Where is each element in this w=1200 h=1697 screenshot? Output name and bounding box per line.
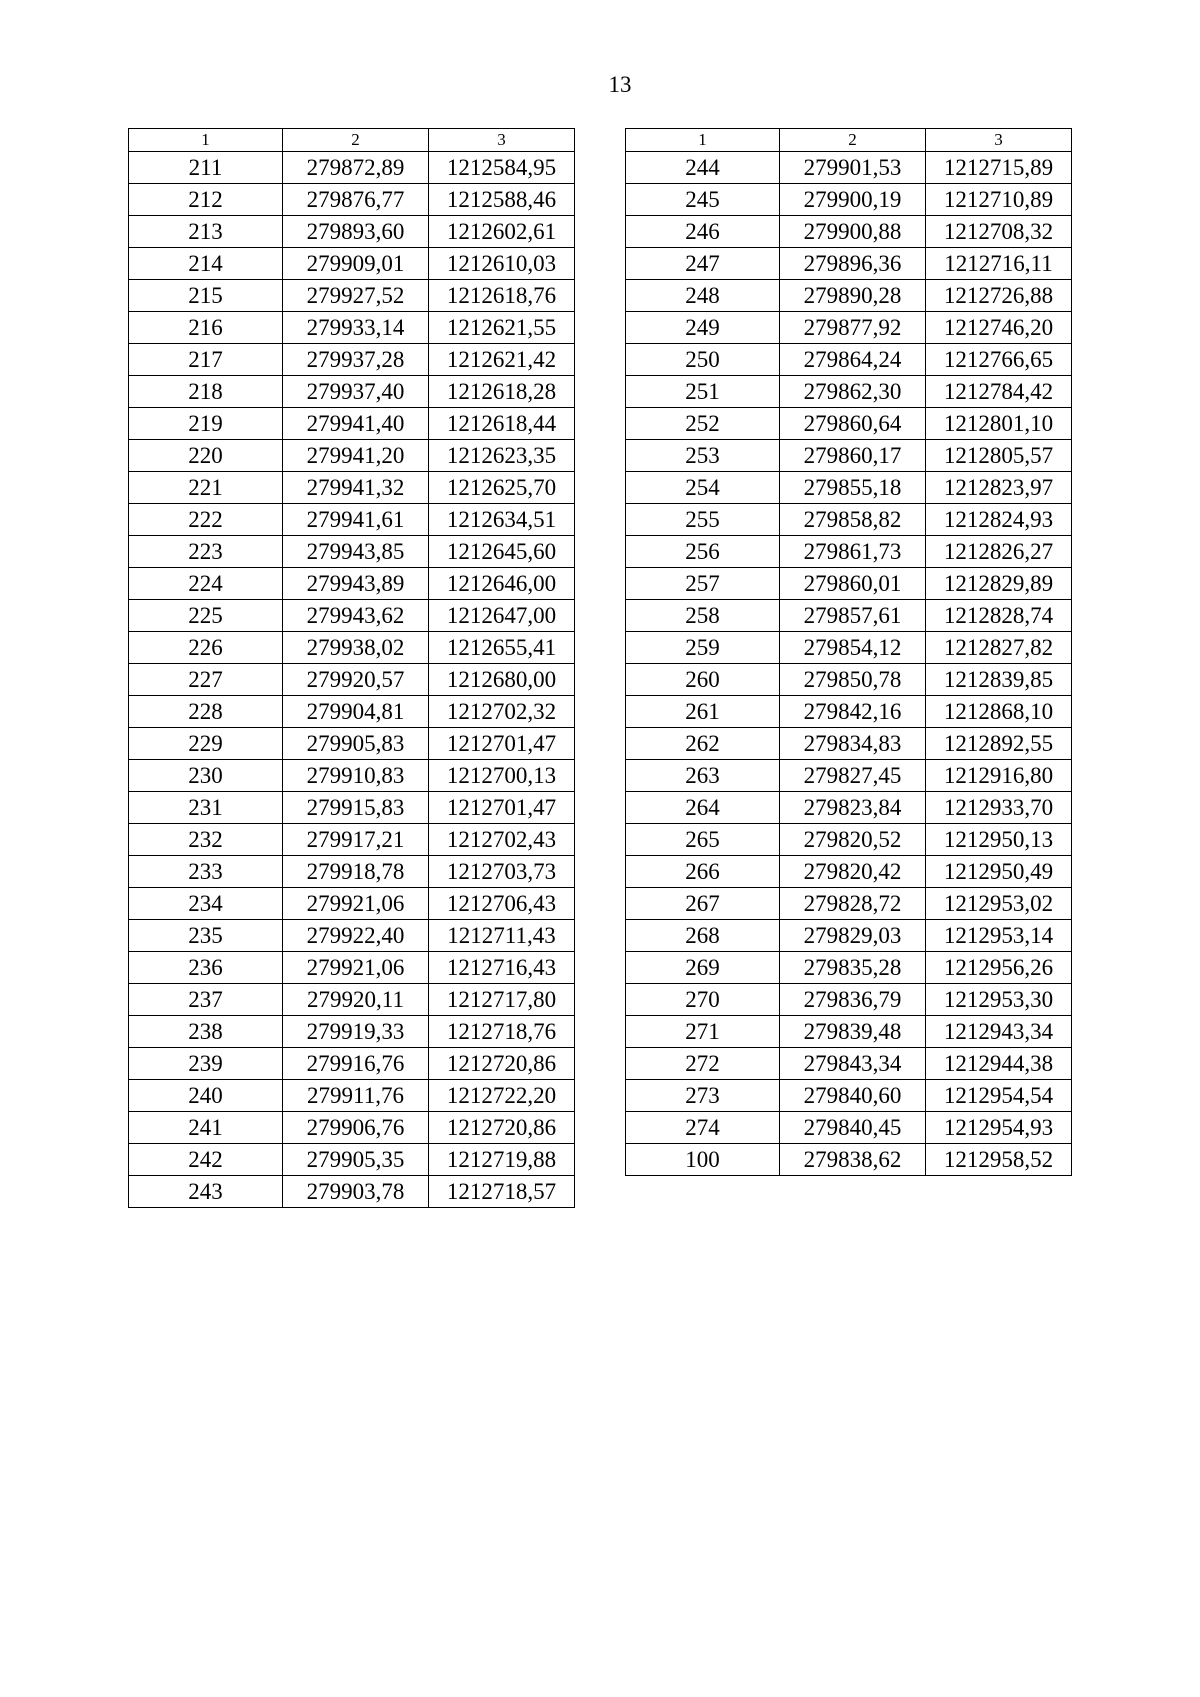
table-row (129, 216, 575, 248)
point-number-cell: 214 (129, 248, 283, 280)
point-number-cell: 233 (129, 856, 283, 888)
x-coordinate-cell: 279861,73 (780, 536, 926, 568)
y-coordinate-cell: 1212716,11 (926, 248, 1072, 280)
x-coordinate-cell: 279937,28 (283, 344, 429, 376)
y-coordinate-cell: 1212953,30 (926, 984, 1072, 1016)
page-number: 13 (608, 72, 632, 97)
y-coordinate-cell: 1212702,43 (429, 824, 575, 856)
x-coordinate-cell: 279941,32 (283, 472, 429, 504)
x-coordinate-cell: 279920,11 (283, 984, 429, 1016)
table-row (129, 696, 575, 728)
point-number-cell: 230 (129, 760, 283, 792)
point-number-cell: 246 (626, 216, 780, 248)
x-coordinate-cell: 279836,79 (780, 984, 926, 1016)
x-coordinate-cell: 279864,24 (780, 344, 926, 376)
y-coordinate-cell: 1212805,57 (926, 440, 1072, 472)
header-row (129, 129, 575, 152)
table-row (626, 184, 1072, 216)
table-row (626, 600, 1072, 632)
table-row (626, 856, 1072, 888)
y-coordinate-cell: 1212950,49 (926, 856, 1072, 888)
x-coordinate-cell: 279820,42 (780, 856, 926, 888)
point-number-cell: 211 (129, 152, 283, 184)
x-coordinate-cell: 279893,60 (283, 216, 429, 248)
x-coordinate-cell: 279872,89 (283, 152, 429, 184)
y-coordinate-cell: 1212953,02 (926, 888, 1072, 920)
table-row (129, 792, 575, 824)
x-coordinate-cell: 279941,40 (283, 408, 429, 440)
table-row (626, 536, 1072, 568)
table-body (626, 152, 1072, 1176)
y-coordinate-cell: 1212944,38 (926, 1048, 1072, 1080)
y-coordinate-cell: 1212720,86 (429, 1048, 575, 1080)
y-coordinate-cell: 1212720,86 (429, 1112, 575, 1144)
y-coordinate-cell: 1212703,73 (429, 856, 575, 888)
point-number-cell: 244 (626, 152, 780, 184)
x-coordinate-cell: 279922,40 (283, 920, 429, 952)
point-number-cell: 226 (129, 632, 283, 664)
point-number-cell: 247 (626, 248, 780, 280)
x-coordinate-cell: 279915,83 (283, 792, 429, 824)
table-row (129, 984, 575, 1016)
table-row (129, 376, 575, 408)
x-coordinate-cell: 279910,83 (283, 760, 429, 792)
table-row (129, 920, 575, 952)
y-coordinate-cell: 1212618,28 (429, 376, 575, 408)
y-coordinate-cell: 1212634,51 (429, 504, 575, 536)
x-coordinate-cell: 279921,06 (283, 888, 429, 920)
y-coordinate-cell: 1212588,46 (429, 184, 575, 216)
y-coordinate-cell: 1212618,44 (429, 408, 575, 440)
table-row (626, 504, 1072, 536)
x-coordinate-cell: 279838,62 (780, 1144, 926, 1176)
y-coordinate-cell: 1212746,20 (926, 312, 1072, 344)
y-coordinate-cell: 1212700,13 (429, 760, 575, 792)
table-row (129, 152, 575, 184)
table-row (626, 376, 1072, 408)
table-row (129, 600, 575, 632)
point-number-cell: 251 (626, 376, 780, 408)
point-number-cell: 237 (129, 984, 283, 1016)
table-row (129, 728, 575, 760)
point-number-cell: 220 (129, 440, 283, 472)
table-header (626, 129, 1072, 152)
table-row (129, 1144, 575, 1176)
table-row (129, 536, 575, 568)
point-number-cell: 219 (129, 408, 283, 440)
x-coordinate-cell: 279919,33 (283, 1016, 429, 1048)
table-row (626, 952, 1072, 984)
table-row (129, 824, 575, 856)
table-row (626, 1016, 1072, 1048)
point-number-cell: 227 (129, 664, 283, 696)
table-row (626, 888, 1072, 920)
point-number-cell: 225 (129, 600, 283, 632)
table-row (129, 184, 575, 216)
x-coordinate-cell: 279943,89 (283, 568, 429, 600)
table-row (129, 344, 575, 376)
point-number-cell: 254 (626, 472, 780, 504)
column-header: 3 (926, 129, 1072, 152)
point-number-cell: 229 (129, 728, 283, 760)
column-header: 1 (626, 129, 780, 152)
x-coordinate-cell: 279829,03 (780, 920, 926, 952)
point-number-cell: 224 (129, 568, 283, 600)
y-coordinate-cell: 1212916,80 (926, 760, 1072, 792)
y-coordinate-cell: 1212933,70 (926, 792, 1072, 824)
point-number-cell: 248 (626, 280, 780, 312)
x-coordinate-cell: 279860,17 (780, 440, 926, 472)
x-coordinate-cell: 279835,28 (780, 952, 926, 984)
table-row (129, 952, 575, 984)
y-coordinate-cell: 1212827,82 (926, 632, 1072, 664)
table-row (626, 824, 1072, 856)
x-coordinate-cell: 279828,72 (780, 888, 926, 920)
table-row (626, 696, 1072, 728)
x-coordinate-cell: 279827,45 (780, 760, 926, 792)
y-coordinate-cell: 1212701,47 (429, 792, 575, 824)
table-row (129, 568, 575, 600)
x-coordinate-cell: 279917,21 (283, 824, 429, 856)
table-row (129, 632, 575, 664)
x-coordinate-cell: 279900,19 (780, 184, 926, 216)
y-coordinate-cell: 1212726,88 (926, 280, 1072, 312)
y-coordinate-cell: 1212956,26 (926, 952, 1072, 984)
point-number-cell: 232 (129, 824, 283, 856)
point-number-cell: 249 (626, 312, 780, 344)
x-coordinate-cell: 279904,81 (283, 696, 429, 728)
y-coordinate-cell: 1212584,95 (429, 152, 575, 184)
y-coordinate-cell: 1212647,00 (429, 600, 575, 632)
point-number-cell: 253 (626, 440, 780, 472)
point-number-cell: 228 (129, 696, 283, 728)
x-coordinate-cell: 279860,01 (780, 568, 926, 600)
table-row (626, 1112, 1072, 1144)
x-coordinate-cell: 279876,77 (283, 184, 429, 216)
x-coordinate-cell: 279890,28 (780, 280, 926, 312)
point-number-cell: 243 (129, 1176, 283, 1208)
point-number-cell: 218 (129, 376, 283, 408)
x-coordinate-cell: 279938,02 (283, 632, 429, 664)
x-coordinate-cell: 279862,30 (780, 376, 926, 408)
point-number-cell: 256 (626, 536, 780, 568)
y-coordinate-cell: 1212784,42 (926, 376, 1072, 408)
x-coordinate-cell: 279896,36 (780, 248, 926, 280)
table-row (129, 280, 575, 312)
x-coordinate-cell: 279857,61 (780, 600, 926, 632)
point-number-cell: 264 (626, 792, 780, 824)
y-coordinate-cell: 1212621,42 (429, 344, 575, 376)
y-coordinate-cell: 1212717,80 (429, 984, 575, 1016)
point-number-cell: 235 (129, 920, 283, 952)
x-coordinate-cell: 279842,16 (780, 696, 926, 728)
point-number-cell: 262 (626, 728, 780, 760)
table-row (626, 440, 1072, 472)
y-coordinate-cell: 1212943,34 (926, 1016, 1072, 1048)
point-number-cell: 270 (626, 984, 780, 1016)
table-row (129, 664, 575, 696)
x-coordinate-cell: 279834,83 (780, 728, 926, 760)
x-coordinate-cell: 279927,52 (283, 280, 429, 312)
table-row (129, 440, 575, 472)
point-number-cell: 268 (626, 920, 780, 952)
x-coordinate-cell: 279839,48 (780, 1016, 926, 1048)
point-number-cell: 269 (626, 952, 780, 984)
y-coordinate-cell: 1212826,27 (926, 536, 1072, 568)
coordinates-table-left (128, 128, 575, 1208)
y-coordinate-cell: 1212623,35 (429, 440, 575, 472)
table-row (626, 760, 1072, 792)
y-coordinate-cell: 1212824,93 (926, 504, 1072, 536)
y-coordinate-cell: 1212710,89 (926, 184, 1072, 216)
table-row (129, 504, 575, 536)
point-number-cell: 271 (626, 1016, 780, 1048)
point-number-cell: 223 (129, 536, 283, 568)
point-number-cell: 239 (129, 1048, 283, 1080)
point-number-cell: 273 (626, 1080, 780, 1112)
point-number-cell: 236 (129, 952, 283, 984)
x-coordinate-cell: 279933,14 (283, 312, 429, 344)
coordinates-table-right (625, 128, 1072, 1176)
table-row (129, 760, 575, 792)
table-row (129, 1048, 575, 1080)
y-coordinate-cell: 1212718,57 (429, 1176, 575, 1208)
y-coordinate-cell: 1212829,89 (926, 568, 1072, 600)
table-row (129, 856, 575, 888)
point-number-cell: 215 (129, 280, 283, 312)
point-number-cell: 258 (626, 600, 780, 632)
y-coordinate-cell: 1212711,43 (429, 920, 575, 952)
x-coordinate-cell: 279840,45 (780, 1112, 926, 1144)
point-number-cell: 245 (626, 184, 780, 216)
x-coordinate-cell: 279903,78 (283, 1176, 429, 1208)
x-coordinate-cell: 279858,82 (780, 504, 926, 536)
point-number-cell: 267 (626, 888, 780, 920)
table-row (626, 472, 1072, 504)
x-coordinate-cell: 279900,88 (780, 216, 926, 248)
x-coordinate-cell: 279909,01 (283, 248, 429, 280)
x-coordinate-cell: 279877,92 (780, 312, 926, 344)
y-coordinate-cell: 1212702,32 (429, 696, 575, 728)
y-coordinate-cell: 1212701,47 (429, 728, 575, 760)
point-number-cell: 222 (129, 504, 283, 536)
table-row (626, 920, 1072, 952)
point-number-cell: 216 (129, 312, 283, 344)
table-row (626, 152, 1072, 184)
x-coordinate-cell: 279943,85 (283, 536, 429, 568)
point-number-cell: 266 (626, 856, 780, 888)
y-coordinate-cell: 1212868,10 (926, 696, 1072, 728)
y-coordinate-cell: 1212602,61 (429, 216, 575, 248)
point-number-cell: 257 (626, 568, 780, 600)
x-coordinate-cell: 279855,18 (780, 472, 926, 504)
table-row (129, 1080, 575, 1112)
point-number-cell: 231 (129, 792, 283, 824)
x-coordinate-cell: 279901,53 (780, 152, 926, 184)
point-number-cell: 255 (626, 504, 780, 536)
table-row (626, 792, 1072, 824)
column-header: 1 (129, 129, 283, 152)
y-coordinate-cell: 1212950,13 (926, 824, 1072, 856)
table-row (129, 1016, 575, 1048)
point-number-cell: 265 (626, 824, 780, 856)
x-coordinate-cell: 279823,84 (780, 792, 926, 824)
table-row (626, 312, 1072, 344)
y-coordinate-cell: 1212645,60 (429, 536, 575, 568)
table-row (626, 568, 1072, 600)
table-row (626, 664, 1072, 696)
table-row (129, 248, 575, 280)
y-coordinate-cell: 1212823,97 (926, 472, 1072, 504)
y-coordinate-cell: 1212621,55 (429, 312, 575, 344)
point-number-cell: 221 (129, 472, 283, 504)
point-number-cell: 241 (129, 1112, 283, 1144)
x-coordinate-cell: 279920,57 (283, 664, 429, 696)
point-number-cell: 212 (129, 184, 283, 216)
point-number-cell: 252 (626, 408, 780, 440)
y-coordinate-cell: 1212719,88 (429, 1144, 575, 1176)
table-row (129, 312, 575, 344)
table-row (626, 216, 1072, 248)
point-number-cell: 259 (626, 632, 780, 664)
x-coordinate-cell: 279941,20 (283, 440, 429, 472)
x-coordinate-cell: 279941,61 (283, 504, 429, 536)
y-coordinate-cell: 1212766,65 (926, 344, 1072, 376)
table-row (129, 408, 575, 440)
y-coordinate-cell: 1212716,43 (429, 952, 575, 984)
x-coordinate-cell: 279860,64 (780, 408, 926, 440)
x-coordinate-cell: 279905,35 (283, 1144, 429, 1176)
x-coordinate-cell: 279911,76 (283, 1080, 429, 1112)
y-coordinate-cell: 1212958,52 (926, 1144, 1072, 1176)
y-coordinate-cell: 1212706,43 (429, 888, 575, 920)
y-coordinate-cell: 1212610,03 (429, 248, 575, 280)
table-row (626, 408, 1072, 440)
point-number-cell: 261 (626, 696, 780, 728)
x-coordinate-cell: 279840,60 (780, 1080, 926, 1112)
y-coordinate-cell: 1212954,54 (926, 1080, 1072, 1112)
x-coordinate-cell: 279854,12 (780, 632, 926, 664)
table-body (129, 152, 575, 1208)
table-row (626, 1080, 1072, 1112)
y-coordinate-cell: 1212618,76 (429, 280, 575, 312)
x-coordinate-cell: 279937,40 (283, 376, 429, 408)
header-row (626, 129, 1072, 152)
point-number-cell: 213 (129, 216, 283, 248)
y-coordinate-cell: 1212715,89 (926, 152, 1072, 184)
table-row (626, 344, 1072, 376)
y-coordinate-cell: 1212718,76 (429, 1016, 575, 1048)
y-coordinate-cell: 1212722,20 (429, 1080, 575, 1112)
point-number-cell: 260 (626, 664, 780, 696)
y-coordinate-cell: 1212801,10 (926, 408, 1072, 440)
y-coordinate-cell: 1212625,70 (429, 472, 575, 504)
table-header (129, 129, 575, 152)
point-number-cell: 250 (626, 344, 780, 376)
y-coordinate-cell: 1212954,93 (926, 1112, 1072, 1144)
point-number-cell: 240 (129, 1080, 283, 1112)
table-row (129, 1176, 575, 1208)
y-coordinate-cell: 1212839,85 (926, 664, 1072, 696)
column-header: 2 (780, 129, 926, 152)
table-row (626, 280, 1072, 312)
point-number-cell: 272 (626, 1048, 780, 1080)
y-coordinate-cell: 1212646,00 (429, 568, 575, 600)
column-header: 3 (429, 129, 575, 152)
x-coordinate-cell: 279916,76 (283, 1048, 429, 1080)
x-coordinate-cell: 279905,83 (283, 728, 429, 760)
point-number-cell: 100 (626, 1144, 780, 1176)
table-row (129, 472, 575, 504)
table-row (626, 1048, 1072, 1080)
table-row (626, 248, 1072, 280)
point-number-cell: 274 (626, 1112, 780, 1144)
y-coordinate-cell: 1212953,14 (926, 920, 1072, 952)
x-coordinate-cell: 279943,62 (283, 600, 429, 632)
y-coordinate-cell: 1212655,41 (429, 632, 575, 664)
x-coordinate-cell: 279820,52 (780, 824, 926, 856)
table-row (626, 728, 1072, 760)
point-number-cell: 238 (129, 1016, 283, 1048)
y-coordinate-cell: 1212892,55 (926, 728, 1072, 760)
table-row (129, 888, 575, 920)
x-coordinate-cell: 279843,34 (780, 1048, 926, 1080)
table-row (626, 632, 1072, 664)
x-coordinate-cell: 279850,78 (780, 664, 926, 696)
x-coordinate-cell: 279906,76 (283, 1112, 429, 1144)
x-coordinate-cell: 279918,78 (283, 856, 429, 888)
y-coordinate-cell: 1212708,32 (926, 216, 1072, 248)
point-number-cell: 263 (626, 760, 780, 792)
y-coordinate-cell: 1212680,00 (429, 664, 575, 696)
table-row (129, 1112, 575, 1144)
y-coordinate-cell: 1212828,74 (926, 600, 1072, 632)
point-number-cell: 242 (129, 1144, 283, 1176)
table-row (626, 984, 1072, 1016)
x-coordinate-cell: 279921,06 (283, 952, 429, 984)
point-number-cell: 234 (129, 888, 283, 920)
table-row (626, 1144, 1072, 1176)
point-number-cell: 217 (129, 344, 283, 376)
column-header: 2 (283, 129, 429, 152)
